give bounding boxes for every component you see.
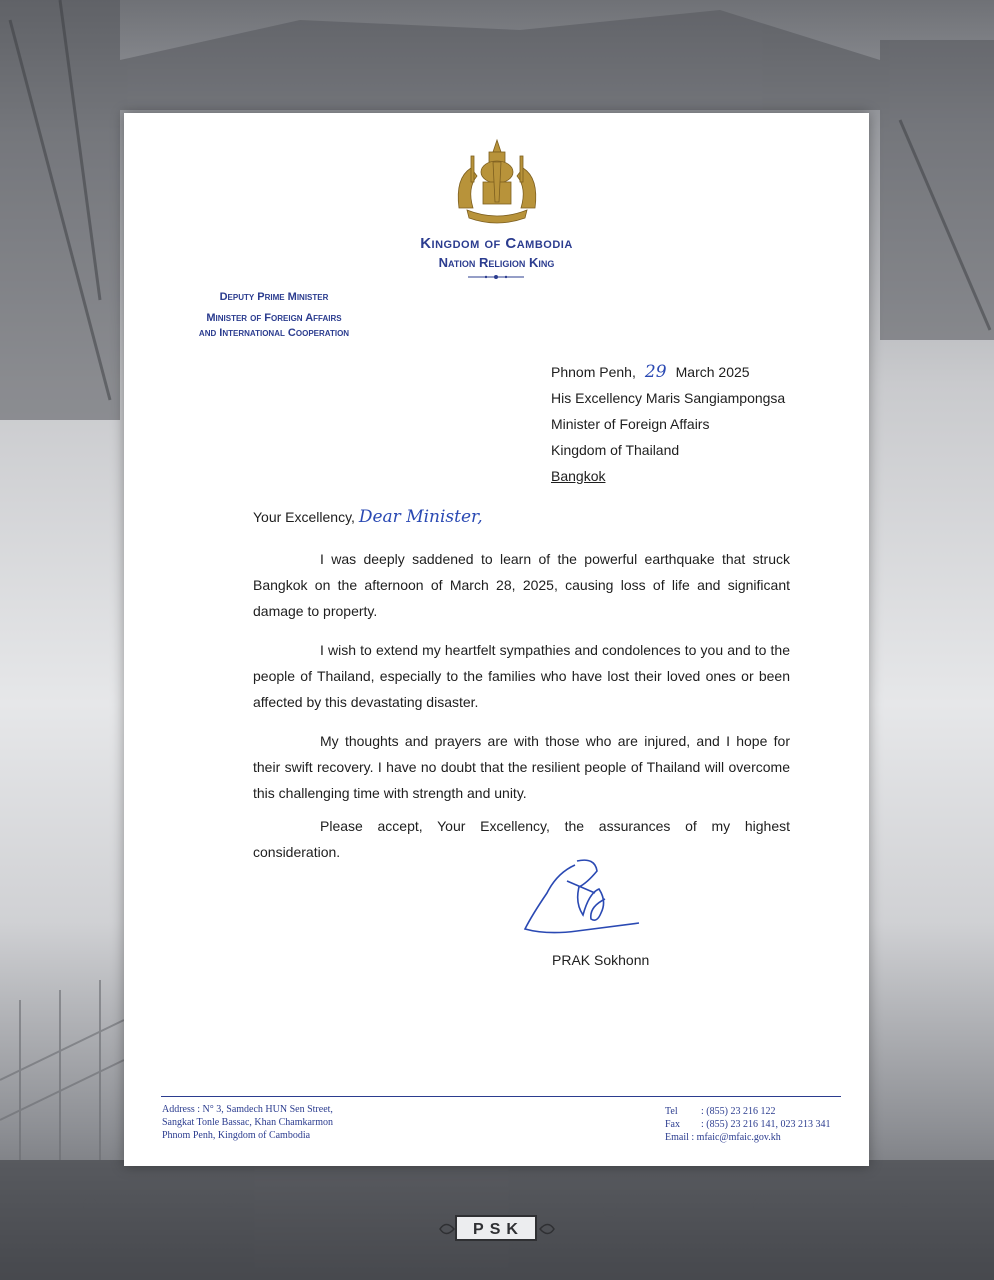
date-and-recipient	[551, 359, 785, 489]
date-place: Phnom Penh,	[551, 364, 636, 380]
paragraph-2: I wish to extend my heartfelt sympathies and condolences to you and to the people of Thailand, especially to the families who have lost their loved ones or been affected by this devastating disaster.	[253, 642, 790, 710]
address-line-1: Address : N° 3, Samdech HUN Sen Street,	[162, 1104, 333, 1115]
footer-email: Email : mfaic@mfaic.gov.kh	[665, 1132, 781, 1143]
date-day: 29	[644, 362, 667, 382]
paragraph-1: I was deeply saddened to learn of the powerful earthquake that struck Bangkok on the afternoon of March 28, 2025, causing loss of life and significant damage to property.	[253, 551, 790, 619]
kingdom-motto: Nation Religion King	[438, 255, 555, 270]
ornament-divider-icon	[466, 273, 526, 281]
office-ministry: Minister of Foreign Affairs	[206, 312, 342, 324]
address-line-3: Phnom Penh, Kingdom of Cambodia	[162, 1130, 311, 1141]
footer-tel	[665, 1105, 830, 1118]
tel-value: : (855) 23 216 122	[701, 1106, 776, 1117]
closing-line: Please accept, Your Excellency, the assurances of my highest consideration.	[253, 818, 790, 860]
recipient-country: Kingdom of Thailand	[551, 442, 680, 458]
letter-page	[124, 113, 869, 1166]
psk-badge	[438, 1212, 556, 1246]
footer-address	[162, 1103, 333, 1142]
recipient-name: His Excellency Maris Sangiampongsa	[551, 390, 786, 406]
tel-label: Tel	[665, 1106, 678, 1117]
kingdom-title: Kingdom of Cambodia	[420, 235, 573, 252]
office-title: Deputy Prime Minister	[219, 291, 329, 303]
sender-office	[154, 290, 394, 341]
fax-label: Fax	[665, 1119, 680, 1130]
footer-contact	[665, 1105, 830, 1144]
psk-text: PSK	[455, 1215, 537, 1241]
recipient-city: Bangkok	[551, 468, 606, 484]
office-ministry-cont: and International Cooperation	[198, 327, 350, 339]
signer-name: PRAK Sokhonn	[552, 952, 650, 968]
footer-divider	[161, 1096, 841, 1097]
fax-value: : (855) 23 216 141, 023 213 341	[701, 1119, 831, 1130]
letter-body	[253, 546, 790, 878]
salutation	[253, 507, 483, 527]
royal-coat-of-arms-icon	[447, 138, 547, 230]
salutation-text: Your Excellency,	[253, 509, 355, 525]
salutation-handwritten: Dear Minister,	[358, 507, 483, 527]
signature-icon	[517, 853, 647, 938]
date-line	[551, 359, 785, 385]
date-month-year: March 2025	[675, 364, 750, 380]
footer-fax	[665, 1118, 830, 1131]
paragraph-3: My thoughts and prayers are with those who are injured, and I hope for their swift recovery. I have no doubt that the resilient people of Thailand will overcome this challenging time with strength and unity.	[253, 733, 790, 801]
address-line-2: Sangkat Tonle Bassac, Khan Chamkarmon	[162, 1117, 334, 1128]
recipient-title: Minister of Foreign Affairs	[551, 416, 710, 432]
